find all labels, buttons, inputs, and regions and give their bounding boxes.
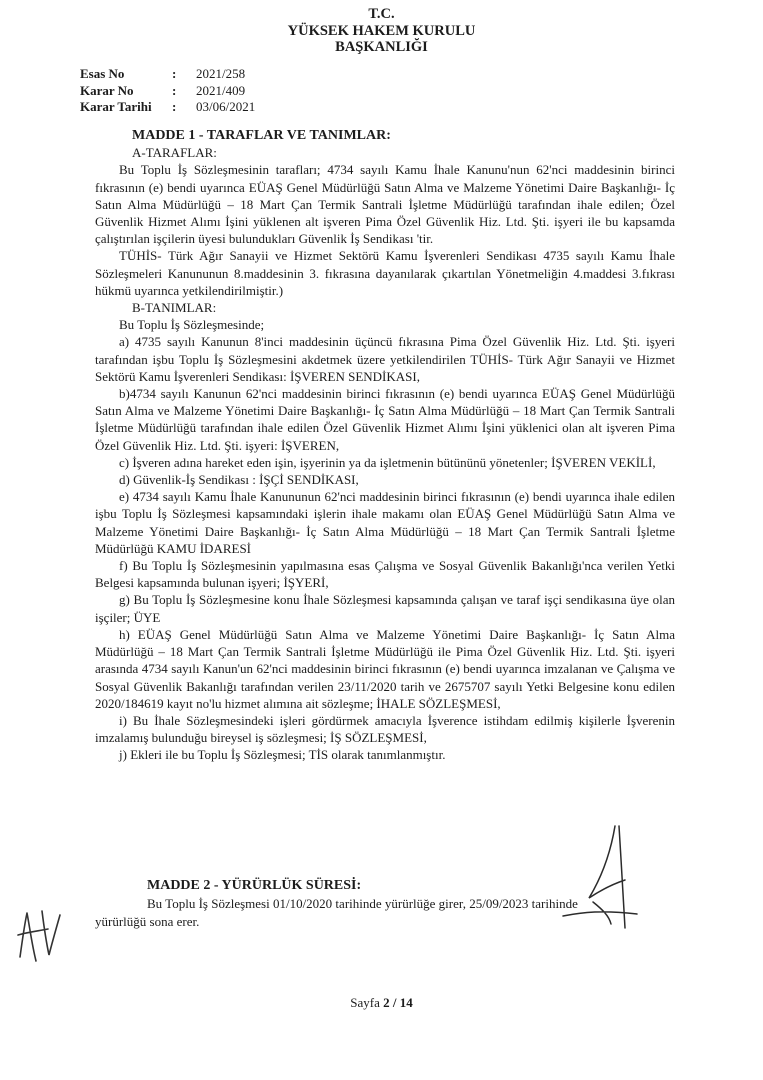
meta-colon: : (172, 66, 177, 81)
header-department: BAŞKANLIĞI (335, 39, 428, 55)
meta-value: 03/06/2021 (196, 99, 256, 114)
definition-item-e: e) 4734 sayılı Kamu İhale Kanununun 62'nci maddesinin birinci fıkrasının (e) bendi uyarınca ihale edilen işbu Toplu İş Sözleşmesi kapsamındaki işlerin ihale makamı olan EÜAŞ Genel Müdürlüğü Satın Alma ve Malzeme Yönetimi Daire Başkanlığı- İç Satın Alma Müdürlüğü – 18 Mart Çan Termik Santrali İşletme Müdürlüğü KAMU İDARESİ (95, 489, 675, 556)
a-paragraph-1: Bu Toplu İş Sözleşmesinin tarafları; 4734 sayılı Kamu İhale Kanunu'nun 62'nci maddesinin birinci fıkrasının (e) bendi uyarınca EÜAŞ Genel Müdürlüğü Satın Alma ve Malzeme Yönetimi Daire Başkanlığı- İç Satın Alma Müdürlüğü – 18 Mart Çan Termik Santrali İşletme Müdürlüğü tarafından ihale edilen; Özel Güvenlik Hizmet Alımı İşini yüklenen alt işveren Pima Özel Güvenlik Hiz. Ltd. Şti. işyeri ile bu kapsamda çalıştırılan işçilerin üyesi bulundukları Güvenlik İş Sendikası 'tir. (95, 162, 675, 247)
madde1-title: MADDE 1 - TARAFLAR VE TANIMLAR: (132, 128, 391, 143)
page-label: Sayfa (350, 995, 380, 1010)
meta-row-esas (80, 66, 255, 83)
madde2-title: MADDE 2 - YÜRÜRLÜK SÜRESİ: (147, 878, 362, 893)
handwritten-signature (553, 820, 643, 935)
header-institution: YÜKSEK HAKEM KURULU (287, 23, 476, 39)
page-footer (0, 995, 763, 1011)
meta-value: 2021/409 (196, 82, 246, 98)
case-meta (80, 66, 255, 116)
meta-label: Karar No (80, 82, 134, 98)
definition-item-i: i) Bu İhale Sözleşmesindeki işleri gördürmek amacıyla İşverence istihdam edilmiş kişilerle İşverenin imzalamış bulunduğu bireysel iş sözleşmesi; İŞ SÖZLEŞMESİ, (95, 712, 675, 746)
madde2-text-line2: yürürlüğü sona erer. (95, 914, 200, 929)
madde2-text-line1: Bu Toplu İş Sözleşmesi 01/10/2020 tarihinde yürürlüğe girer, 25/09/2023 tarihinde (147, 896, 578, 911)
definition-item-d: d) Güvenlik-İş Sendikası : İŞÇİ SENDİKASI, (119, 472, 359, 488)
a-paragraph-2: TÜHİS- Türk Ağır Sanayii ve Hizmet Sektörü Kamu İşverenleri Sendikası 4735 sayılı Kamu İhale Sözleşmeleri Kanununun 8.maddesinin 3. fıkrasına dayanılarak çıkartılan Yönetmeliğin 4.maddesi 3.fıkrası hükmü uyarınca yetkilendirilmiştir.) (95, 248, 675, 298)
definition-item-b: b)4734 sayılı Kanunun 62'nci maddesinin birinci fıkrasının (e) bendi uyarınca EÜAŞ Genel Müdürlüğü Satın Alma ve Malzeme Yönetimi Daire Başkanlığı- İç Satın Alma Müdürlüğü – 18 Mart Çan Termik Santrali İşletme Müdürlüğü tarafından ihale edilen Özel Güvenlik Hizmet Alımı İşini yüklenici olan alt işveren Pima Özel Güvenlik Hiz. Ltd. Şti. işyeri: İŞVEREN, (95, 386, 675, 453)
meta-colon: : (172, 99, 177, 114)
definition-item-f: f) Bu Toplu İş Sözleşmesinin yapılmasına esas Çalışma ve Sosyal Güvenlik Bakanlığı'nca verilen Yetki Belgesi kapsamında bulunan işyeri; İŞYERİ, (95, 558, 675, 591)
handwritten-initials (14, 905, 64, 965)
definition-item-c: c) İşveren adına hareket eden işin, işyerinin ya da işletmenin bütününü yönetenler; İŞVEREN VEKİLİ, (119, 454, 656, 470)
meta-colon: : (172, 82, 177, 98)
definition-item-g: g) Bu Toplu İş Sözleşmesine konu İhale Sözleşmesi kapsamında çalışan ve taraf işçi sendikasına üye olan işçiler; ÜYE (95, 592, 675, 625)
definition-item-a: a) 4735 sayılı Kanunun 8'inci maddesinin üçüncü fıkrasına Pima Özel Güvenlik Hiz. Ltd. Şti. işyeri tarafından işbu Toplu İş Sözleşmesini akdetmek üzere yetkilendirilen TÜHİS- Türk Ağır Sanayii ve Hizmet Sektörü Kamu İşverenleri Sendikası: İŞVEREN SENDİKASI, (95, 334, 675, 384)
madde1-section (95, 127, 675, 764)
meta-row-karar (80, 83, 255, 100)
definition-item-h: h) EÜAŞ Genel Müdürlüğü Satın Alma ve Malzeme Yönetimi Daire Başkanlığı- İç Satın Alma Müdürlüğü – 18 Mart Çan Termik Santrali İşletme Müdürlüğü ile Pima Özel Güvenlik Hiz. Ltd. Şti. işyeri arasında 4734 sayılı Kanun'un 62'nci maddesinin birinci fıkrasının (e) bendi uyarınca imzalanan ve Çalışma ve Sosyal Güvenlik Bakanlığı tarafından verilen 23/11/2020 tarih ve 2675707 sayılı Yetki Belgesine konu edilen 2020/184619 kayıt no'lu hizmet alımına ait sözleşme; İHALE SÖZLEŞMESİ, (95, 626, 675, 711)
meta-row-karar-tarihi (80, 99, 255, 116)
meta-label: Karar Tarihi (80, 99, 152, 114)
definition-item-j: j) Ekleri ile bu Toplu İş Sözleşmesi; TİS olarak tanımlanmıştır. (119, 747, 446, 763)
a-heading: A-TARAFLAR: (132, 145, 217, 161)
meta-label: Esas No (80, 66, 125, 81)
header-tc: T.C. (368, 6, 395, 22)
meta-value: 2021/258 (196, 66, 246, 81)
b-intro: Bu Toplu İş Sözleşmesinde; (119, 317, 265, 333)
page-number: 2 / 14 (383, 995, 413, 1010)
b-heading: B-TANIMLAR: (132, 300, 217, 316)
